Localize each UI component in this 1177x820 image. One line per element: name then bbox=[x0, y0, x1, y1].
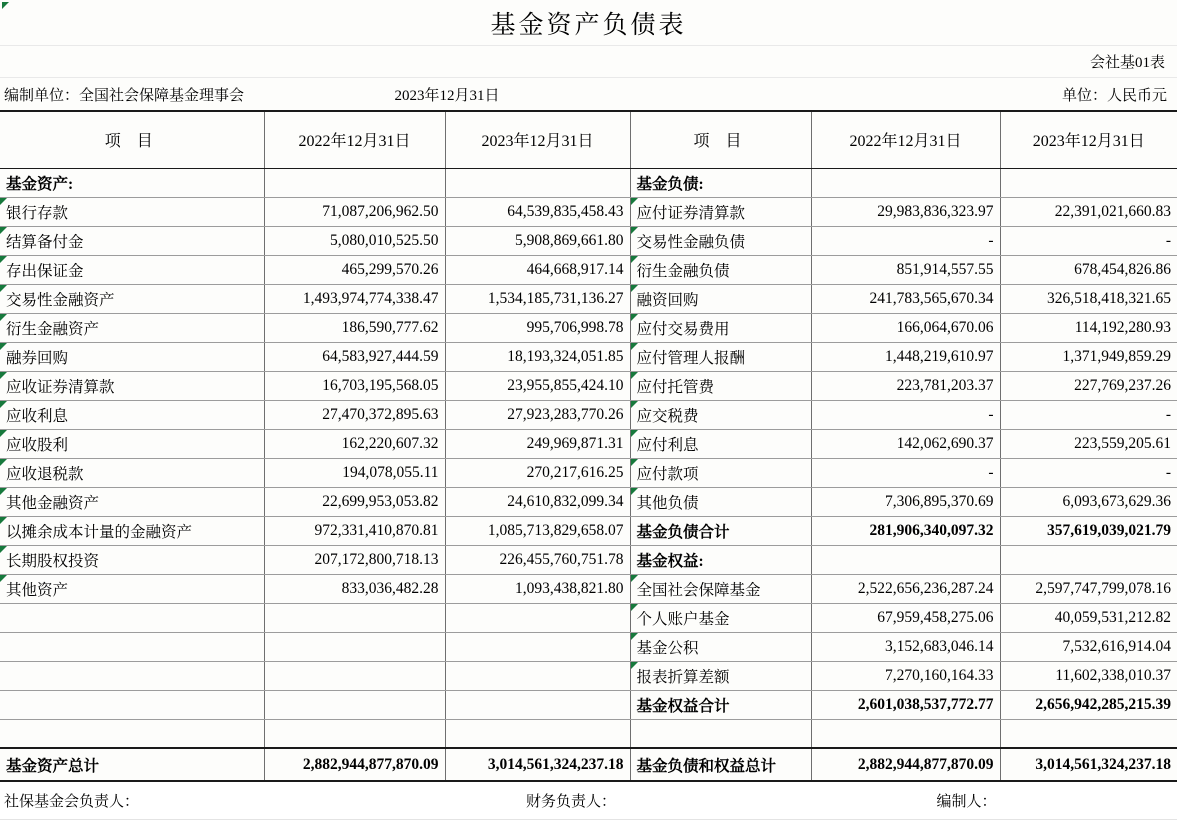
table-row bbox=[0, 487, 1177, 516]
cell-asset-2022: 207,172,800,718.13 bbox=[264, 545, 445, 574]
cell-asset-2023: 464,668,917.14 bbox=[445, 255, 630, 284]
cell-liab-label: 衍生金融负债 bbox=[630, 255, 811, 284]
table-row bbox=[0, 690, 1177, 719]
cell-liab-2023: 40,059,531,212.82 bbox=[1000, 603, 1177, 632]
cell-liab-2023: 7,532,616,914.04 bbox=[1000, 632, 1177, 661]
cell-liab-2022: 223,781,203.37 bbox=[811, 371, 1000, 400]
error-marker-icon bbox=[631, 575, 638, 582]
cell-liab-2023: 2,597,747,799,078.16 bbox=[1000, 574, 1177, 603]
grand-total-row bbox=[0, 748, 1177, 781]
currency-unit: 单位：人民币元 bbox=[1061, 87, 1167, 104]
cell-liab-2022: 166,064,670.06 bbox=[811, 313, 1000, 342]
cell-asset-label: 衍生金融资产 bbox=[0, 313, 264, 342]
cell-asset-label: 其他资产 bbox=[0, 574, 264, 603]
error-marker-icon bbox=[0, 198, 7, 205]
cell-liab-2022: 7,306,895,370.69 bbox=[811, 487, 1000, 516]
grand-total-liab-2022: 2,882,944,877,870.09 bbox=[811, 748, 1000, 781]
cell-liab-2023: 6,093,673,629.36 bbox=[1000, 487, 1177, 516]
cell-liab-label: 基金负债: bbox=[630, 168, 811, 197]
cell-asset-label bbox=[0, 603, 264, 632]
error-marker-icon bbox=[631, 198, 638, 205]
table-row bbox=[0, 342, 1177, 371]
table-row bbox=[0, 661, 1177, 690]
cell-asset-2022: 194,078,055.11 bbox=[264, 458, 445, 487]
cell-asset-label: 以摊余成本计量的金融资产 bbox=[0, 516, 264, 545]
cell-liab-label: 其他负债 bbox=[630, 487, 811, 516]
cell-asset-label: 交易性金融资产 bbox=[0, 284, 264, 313]
cell-liab-2022: 67,959,458,275.06 bbox=[811, 603, 1000, 632]
cell-asset-2022 bbox=[264, 690, 445, 719]
cell-asset-label: 融券回购 bbox=[0, 342, 264, 371]
cell-liab-2022 bbox=[811, 719, 1000, 748]
cell-asset-2023 bbox=[445, 603, 630, 632]
cell-asset-2023: 24,610,832,099.34 bbox=[445, 487, 630, 516]
table-row bbox=[0, 371, 1177, 400]
cell-asset-2022: 5,080,010,525.50 bbox=[264, 226, 445, 255]
error-marker-icon bbox=[631, 459, 638, 466]
cell-asset-2023: 226,455,760,751.78 bbox=[445, 545, 630, 574]
cell-liab-2022: 29,983,836,323.97 bbox=[811, 197, 1000, 226]
header-liabilities-2022: 2022年12月31日 bbox=[811, 112, 1000, 168]
header-liabilities-2023: 2023年12月31日 bbox=[1000, 112, 1177, 168]
cell-liab-2022: - bbox=[811, 226, 1000, 255]
cell-asset-label: 应收证券清算款 bbox=[0, 371, 264, 400]
table-row bbox=[0, 400, 1177, 429]
cell-asset-label bbox=[0, 632, 264, 661]
cell-asset-label: 基金资产: bbox=[0, 168, 264, 197]
cell-liab-label: 应付管理人报酬 bbox=[630, 342, 811, 371]
cell-asset-2023: 64,539,835,458.43 bbox=[445, 197, 630, 226]
cell-asset-2023: 23,955,855,424.10 bbox=[445, 371, 630, 400]
preparer-unit: 编制单位：全国社会保障基金理事会 bbox=[4, 87, 245, 104]
error-marker-icon bbox=[631, 227, 638, 234]
cell-asset-2023: 270,217,616.25 bbox=[445, 458, 630, 487]
cell-asset-2022: 465,299,570.26 bbox=[264, 255, 445, 284]
cell-liab-label: 应付证券清算款 bbox=[630, 197, 811, 226]
table-row bbox=[0, 255, 1177, 284]
error-marker-icon bbox=[0, 430, 7, 437]
grand-total-liab-2023: 3,014,561,324,237.18 bbox=[1000, 748, 1177, 781]
cell-asset-label: 应收股利 bbox=[0, 429, 264, 458]
header-item-assets: 项 目 bbox=[0, 112, 264, 168]
cell-liab-label bbox=[630, 719, 811, 748]
cell-liab-2023: 678,454,826.86 bbox=[1000, 255, 1177, 284]
cell-asset-2023: 249,969,871.31 bbox=[445, 429, 630, 458]
error-marker-icon bbox=[631, 285, 638, 292]
form-code: 会社基01表 bbox=[1089, 55, 1165, 71]
table-row bbox=[0, 574, 1177, 603]
error-marker-icon bbox=[631, 488, 638, 495]
form-code-row bbox=[0, 46, 1177, 78]
error-marker-icon bbox=[0, 256, 7, 263]
cell-liab-2022: 2,522,656,236,287.24 bbox=[811, 574, 1000, 603]
cell-asset-2022: 972,331,410,870.81 bbox=[264, 516, 445, 545]
cell-asset-2022: 833,036,482.28 bbox=[264, 574, 445, 603]
error-marker-icon bbox=[0, 459, 7, 466]
error-marker-icon bbox=[631, 256, 638, 263]
cell-liab-2022 bbox=[811, 168, 1000, 197]
cell-asset-label bbox=[0, 661, 264, 690]
cell-liab-label: 基金权益合计 bbox=[630, 690, 811, 719]
grand-total-assets-label: 基金资产总计 bbox=[0, 748, 264, 781]
cell-asset-label: 其他金融资产 bbox=[0, 487, 264, 516]
header-item-liabilities: 项 目 bbox=[630, 112, 811, 168]
cell-liab-2023: 1,371,949,859.29 bbox=[1000, 342, 1177, 371]
cell-asset-2023: 27,923,283,770.26 bbox=[445, 400, 630, 429]
cell-asset-2023: 18,193,324,051.85 bbox=[445, 342, 630, 371]
cell-liab-label: 融资回购 bbox=[630, 284, 811, 313]
cell-liab-label: 基金负债合计 bbox=[630, 516, 811, 545]
table-header-row bbox=[0, 112, 1177, 168]
cell-liab-label: 全国社会保障基金 bbox=[630, 574, 811, 603]
cell-asset-2023 bbox=[445, 632, 630, 661]
cell-liab-label: 报表折算差额 bbox=[630, 661, 811, 690]
cell-liab-2023 bbox=[1000, 168, 1177, 197]
error-marker-icon bbox=[0, 488, 7, 495]
error-marker-icon bbox=[0, 285, 7, 292]
table-row bbox=[0, 458, 1177, 487]
cell-liab-2023: 2,656,942,285,215.39 bbox=[1000, 690, 1177, 719]
page-title: 基金资产负债表 bbox=[490, 11, 687, 39]
cell-liab-label: 应付利息 bbox=[630, 429, 811, 458]
cell-liab-2023 bbox=[1000, 545, 1177, 574]
cell-asset-label: 长期股权投资 bbox=[0, 545, 264, 574]
cell-liab-label: 应交税费 bbox=[630, 400, 811, 429]
error-marker-icon bbox=[631, 343, 638, 350]
cell-liab-2023: 11,602,338,010.37 bbox=[1000, 661, 1177, 690]
error-marker-icon bbox=[631, 314, 638, 321]
error-marker-icon bbox=[2, 2, 9, 9]
cell-asset-2022: 16,703,195,568.05 bbox=[264, 371, 445, 400]
error-marker-icon bbox=[631, 662, 638, 669]
error-marker-icon bbox=[0, 227, 7, 234]
table-row bbox=[0, 516, 1177, 545]
table-row bbox=[0, 632, 1177, 661]
cell-liab-label: 应付托管费 bbox=[630, 371, 811, 400]
cell-asset-2022: 71,087,206,962.50 bbox=[264, 197, 445, 226]
table-row bbox=[0, 545, 1177, 574]
cell-asset-2022: 1,493,974,774,338.47 bbox=[264, 284, 445, 313]
table-row bbox=[0, 429, 1177, 458]
cell-liab-2023: - bbox=[1000, 400, 1177, 429]
table-row bbox=[0, 284, 1177, 313]
error-marker-icon bbox=[631, 372, 638, 379]
report-date: 2023年12月31日 bbox=[394, 87, 500, 104]
cell-liab-label: 应付交易费用 bbox=[630, 313, 811, 342]
header-assets-2022: 2022年12月31日 bbox=[264, 112, 445, 168]
cell-asset-2023: 1,085,713,829,658.07 bbox=[445, 516, 630, 545]
header-assets-2023: 2023年12月31日 bbox=[445, 112, 630, 168]
cell-liab-2023: 114,192,280.93 bbox=[1000, 313, 1177, 342]
cell-liab-label: 基金权益: bbox=[630, 545, 811, 574]
cell-asset-2023: 5,908,869,661.80 bbox=[445, 226, 630, 255]
cell-asset-label bbox=[0, 719, 264, 748]
cell-asset-2022: 27,470,372,895.63 bbox=[264, 400, 445, 429]
cell-asset-2022: 22,699,953,053.82 bbox=[264, 487, 445, 516]
cell-liab-2023: - bbox=[1000, 226, 1177, 255]
table-row bbox=[0, 719, 1177, 748]
signature-preparer: 编制人： bbox=[936, 794, 997, 810]
cell-asset-2023 bbox=[445, 690, 630, 719]
cell-asset-2022 bbox=[264, 632, 445, 661]
cell-liab-2023: 22,391,021,660.83 bbox=[1000, 197, 1177, 226]
table-row bbox=[0, 603, 1177, 632]
cell-liab-2022: 1,448,219,610.97 bbox=[811, 342, 1000, 371]
cell-liab-2022: 851,914,557.55 bbox=[811, 255, 1000, 284]
cell-asset-2022 bbox=[264, 603, 445, 632]
error-marker-icon bbox=[0, 314, 7, 321]
error-marker-icon bbox=[631, 633, 638, 640]
signature-row bbox=[0, 782, 1177, 820]
cell-asset-2023: 1,093,438,821.80 bbox=[445, 574, 630, 603]
cell-liab-2022: - bbox=[811, 458, 1000, 487]
error-marker-icon bbox=[631, 604, 638, 611]
cell-asset-2022 bbox=[264, 719, 445, 748]
signature-finance-head: 财务负责人： bbox=[525, 794, 616, 810]
cell-asset-2022 bbox=[264, 168, 445, 197]
table-row bbox=[0, 197, 1177, 226]
cell-asset-2022: 186,590,777.62 bbox=[264, 313, 445, 342]
cell-liab-2023: - bbox=[1000, 458, 1177, 487]
cell-liab-label: 个人账户基金 bbox=[630, 603, 811, 632]
cell-asset-label: 应收利息 bbox=[0, 400, 264, 429]
error-marker-icon bbox=[0, 546, 7, 553]
cell-liab-2022: 3,152,683,046.14 bbox=[811, 632, 1000, 661]
cell-asset-label: 结算备付金 bbox=[0, 226, 264, 255]
error-marker-icon bbox=[0, 575, 7, 582]
error-marker-icon bbox=[0, 517, 7, 524]
cell-liab-label: 交易性金融负债 bbox=[630, 226, 811, 255]
grand-total-assets-2023: 3,014,561,324,237.18 bbox=[445, 748, 630, 781]
cell-liab-2023: 326,518,418,321.65 bbox=[1000, 284, 1177, 313]
cell-liab-2022: 281,906,340,097.32 bbox=[811, 516, 1000, 545]
cell-liab-2022: 241,783,565,670.34 bbox=[811, 284, 1000, 313]
meta-row bbox=[0, 78, 1177, 112]
cell-liab-2022: - bbox=[811, 400, 1000, 429]
cell-asset-2022 bbox=[264, 661, 445, 690]
cell-asset-2023: 1,534,185,731,136.27 bbox=[445, 284, 630, 313]
grand-total-assets-2022: 2,882,944,877,870.09 bbox=[264, 748, 445, 781]
cell-asset-2023 bbox=[445, 719, 630, 748]
cell-asset-2023 bbox=[445, 168, 630, 197]
cell-liab-2022: 142,062,690.37 bbox=[811, 429, 1000, 458]
table-row bbox=[0, 313, 1177, 342]
cell-asset-2022: 162,220,607.32 bbox=[264, 429, 445, 458]
grand-total-liab-label: 基金负债和权益总计 bbox=[630, 748, 811, 781]
error-marker-icon bbox=[0, 401, 7, 408]
cell-liab-2022: 2,601,038,537,772.77 bbox=[811, 690, 1000, 719]
table-row bbox=[0, 168, 1177, 197]
cell-asset-2023 bbox=[445, 661, 630, 690]
error-marker-icon bbox=[0, 343, 7, 350]
cell-asset-label: 存出保证金 bbox=[0, 255, 264, 284]
cell-liab-2022: 7,270,160,164.33 bbox=[811, 661, 1000, 690]
cell-liab-2023: 223,559,205.61 bbox=[1000, 429, 1177, 458]
cell-liab-2023: 227,769,237.26 bbox=[1000, 371, 1177, 400]
cell-asset-label: 应收退税款 bbox=[0, 458, 264, 487]
signature-ssf-head: 社保基金会负责人： bbox=[4, 794, 140, 810]
cell-liab-2022 bbox=[811, 545, 1000, 574]
error-marker-icon bbox=[0, 372, 7, 379]
title-row bbox=[0, 0, 1177, 46]
table-body bbox=[0, 168, 1177, 748]
cell-asset-label bbox=[0, 690, 264, 719]
cell-liab-label: 应付款项 bbox=[630, 458, 811, 487]
cell-asset-2022: 64,583,927,444.59 bbox=[264, 342, 445, 371]
cell-liab-2023 bbox=[1000, 719, 1177, 748]
error-marker-icon bbox=[631, 401, 638, 408]
cell-asset-label: 银行存款 bbox=[0, 197, 264, 226]
cell-liab-2023: 357,619,039,021.79 bbox=[1000, 516, 1177, 545]
balance-sheet-table bbox=[0, 112, 1177, 782]
cell-asset-2023: 995,706,998.78 bbox=[445, 313, 630, 342]
cell-liab-label: 基金公积 bbox=[630, 632, 811, 661]
error-marker-icon bbox=[631, 430, 638, 437]
table-row bbox=[0, 226, 1177, 255]
